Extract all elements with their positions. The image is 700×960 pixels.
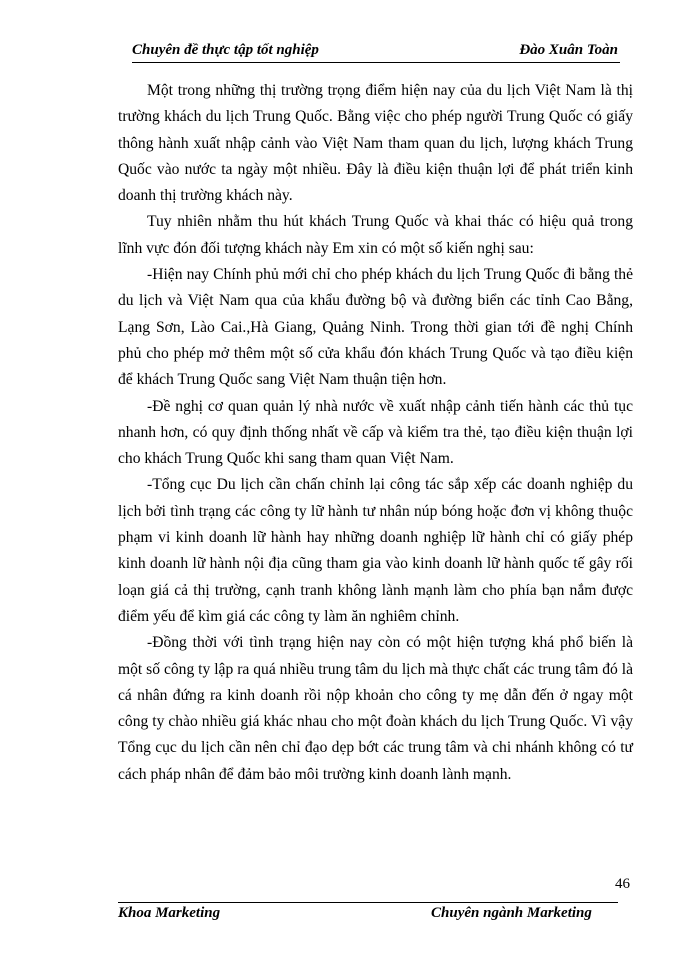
- paragraph: -Đề nghị cơ quan quản lý nhà nước về xuất nhập cảnh tiến hành các thủ tục nhanh hơn, có quy định thống nhất về cấp và kiểm tra thẻ, tạo điều kiện thuận lợi cho khách Trung Quốc khi sang tham quan Việt Nam.: [118, 397, 633, 468]
- paragraph: Tuy nhiên nhằm thu hút khách Trung Quốc và khai thác có hiệu quả trong lĩnh vực đón đối tượng khách này Em xin có một số kiến nghị sau:: [118, 213, 633, 257]
- page-number: 46: [615, 876, 630, 892]
- paragraph: Một trong những thị trường trọng điểm hiện nay của du lịch Việt Nam là thị trường khách du lịch Trung Quốc. Bằng việc cho phép người Trung Quốc có giấy thông hành xuất nhập cảnh vào Việt Nam tham quan du lịch, lượng khách Trung Quốc vào nước ta ngày một nhiều. Đây là điều kiện thuận lợi để phát triển kinh doanh thị trường khách này.: [118, 82, 633, 205]
- paragraph: -Tổng cục Du lịch cần chấn chỉnh lại công tác sắp xếp các doanh nghiệp du lịch bởi tình trạng các công ty lữ hành tư nhân núp bóng hoặc đơn vị không thuộc phạm vi kinh doanh lữ hành hay những doanh nghiệp lữ hành chỉ có giấy phép kinh doanh lữ hành nội địa cũng tham gia vào kinh doanh lữ hành quốc tế gây rối loạn giá cả thị trường, cạnh tranh không lành mạnh làm cho phía bạn nắm được điểm yếu để kìm giá các công ty làm ăn nghiêm chỉnh.: [118, 476, 633, 625]
- footer-major: Chuyên ngành Marketing: [431, 905, 592, 921]
- header-title: Chuyên đề thực tập tốt nghiệp: [132, 42, 319, 58]
- page-header: [132, 40, 620, 63]
- document-body: [118, 78, 633, 788]
- header-author: Đào Xuân Toàn: [519, 42, 618, 58]
- footer-faculty: Khoa Marketing: [118, 905, 221, 921]
- footer-divider: [118, 902, 618, 903]
- paragraph: -Đồng thời với tình trạng hiện nay còn có một hiện tượng khá phổ biến là một số công ty lập ra quá nhiều trung tâm du lịch mà thực chất các trung tâm đó là cá nhân đứng ra kinh doanh rồi nộp khoản cho công ty mẹ dẫn đến ở ngay một công ty chào nhiều giá khác nhau cho một đoàn khách du lịch Trung Quốc. Vì vậy Tổng cục du lịch cần nên chỉ đạo dẹp bớt các trung tâm và chi nhánh không có tư cách pháp nhân để đảm bảo môi trường kinh doanh lành mạnh.: [118, 634, 633, 783]
- paragraph: -Hiện nay Chính phủ mới chỉ cho phép khách du lịch Trung Quốc đi bằng thẻ du lịch và Việt Nam qua của khẩu đường bộ và đường biển các tỉnh Cao Bằng, Lạng Sơn, Lào Cai.,Hà Giang, Quảng Ninh. Trong thời gian tới đề nghị Chính phủ cho phép mở thêm một số cửa khẩu đón khách Trung Quốc và tạo điều kiện để khách Trung Quốc sang Việt Nam thuận tiện hơn.: [118, 266, 633, 389]
